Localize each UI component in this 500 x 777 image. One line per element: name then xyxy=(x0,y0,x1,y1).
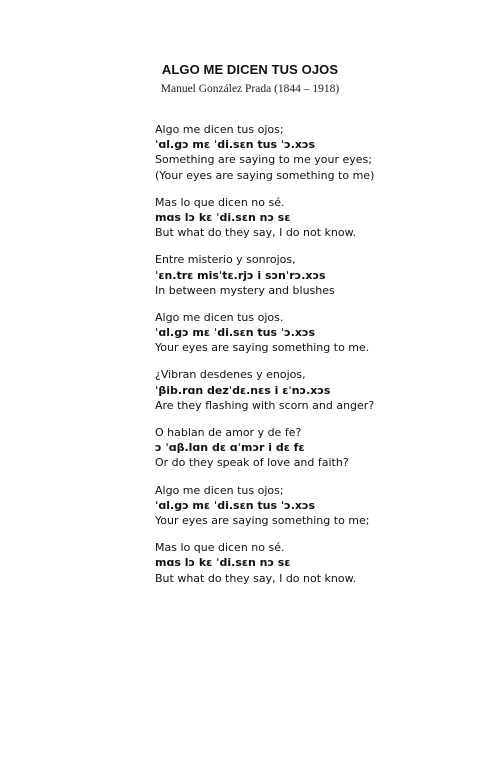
poem-body xyxy=(155,122,485,598)
stanza xyxy=(155,195,485,241)
ipa-line: mɑs lɔ kɛ ˈdi.sɛn nɔ sɛ xyxy=(155,556,291,570)
translation-note-line: (Your eyes are saying something to me) xyxy=(155,168,375,182)
stanza xyxy=(155,425,485,471)
spanish-line: ¿Vibran desdenes y enojos, xyxy=(155,368,306,382)
spanish-line: Algo me dicen tus ojos; xyxy=(155,123,284,136)
translation-line: But what do they say, I do not know. xyxy=(155,226,357,240)
translation-line: Are they flashing with scorn and anger? xyxy=(155,398,375,412)
stanza xyxy=(155,367,485,413)
ipa-line: ˈɑl.gɔ mɛ ˈdi.sɛn tus ˈɔ.xɔs xyxy=(155,326,316,340)
ipa-line: ˈɑl.gɔ mɛ ˈdi.sɛn tus ˈɔ.xɔs xyxy=(155,498,316,512)
spanish-line: Mas lo que dicen no sé. xyxy=(155,541,285,555)
ipa-line: ˈβib.rɑn dezˈdɛ.nɛs i ɛˈnɔ.xɔs xyxy=(155,383,331,397)
translation-line: Your eyes are saying something to me; xyxy=(155,513,370,527)
translation-line: Your eyes are saying something to me. xyxy=(155,341,370,355)
translation-line: In between mystery and blushes xyxy=(155,283,335,297)
spanish-line: Entre misterio y sonrojos, xyxy=(155,253,296,267)
poem-author: Manuel González Prada (1844 – 1918) xyxy=(160,83,340,95)
spanish-line: Mas lo que dicen no sé. xyxy=(155,195,285,209)
spanish-line: O hablan de amor y de fe? xyxy=(155,426,302,439)
translation-line: Or do they speak of love and faith? xyxy=(155,456,349,470)
ipa-line: ˈɑl.gɔ mɛ ˈdi.sɛn tus ˈɔ.xɔs xyxy=(155,138,316,152)
spanish-line: Algo me dicen tus ojos; xyxy=(155,483,284,497)
stanza xyxy=(155,483,485,529)
ipa-line: ˈɛn.trɛ misˈtɛ.rjɔ i sɔnˈrɔ.xɔs xyxy=(155,268,326,282)
poem-title: ALGO ME DICEN TUS OJOS xyxy=(161,62,339,77)
ipa-line: mɑs lɔ kɛ ˈdi.sɛn nɔ sɛ xyxy=(155,210,291,224)
stanza xyxy=(155,122,485,183)
translation-line: But what do they say, I do not know. xyxy=(155,571,357,585)
stanza xyxy=(155,310,485,356)
stanza xyxy=(155,540,485,586)
spanish-line: Algo me dicen tus ojos. xyxy=(155,310,284,324)
translation-line: Something are saying to me your eyes; xyxy=(155,153,372,167)
stanza xyxy=(155,252,485,298)
ipa-line: ɔ ˈɑβ.lɑn dɛ ɑˈmɔr i dɛ fɛ xyxy=(155,441,305,455)
